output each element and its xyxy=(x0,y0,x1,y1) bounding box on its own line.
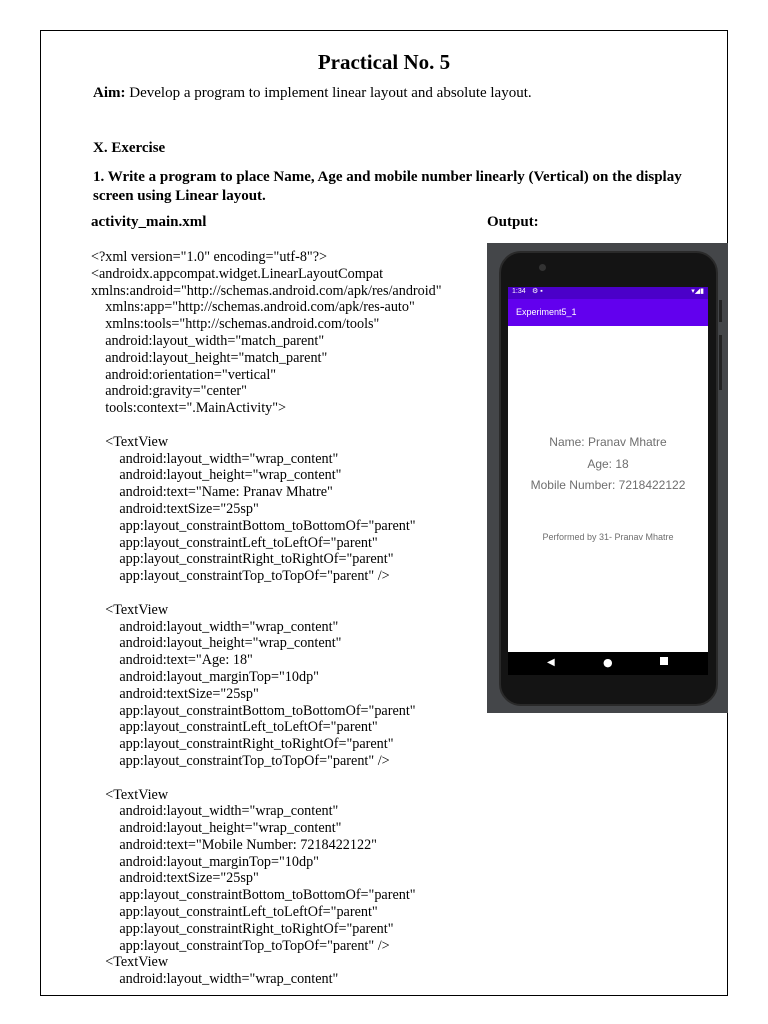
code-line: <TextView xyxy=(91,601,169,618)
code-line: <androidx.appcompat.widget.LinearLayoutCompat xyxy=(91,265,384,282)
code-line: android:orientation="vertical" xyxy=(91,366,277,383)
code-line: app:layout_constraintBottom_toBottomOf="parent" xyxy=(91,517,416,534)
code-line xyxy=(91,417,442,434)
code-line: app:layout_constraintRight_toRightOf="parent" xyxy=(91,736,394,753)
code-line: android:layout_width="wrap_content" xyxy=(91,971,339,988)
code-line: xmlns:tools="http://schemas.android.com/tools" xyxy=(91,316,380,333)
code-line: app:layout_constraintBottom_toBottomOf="parent" xyxy=(91,887,416,904)
status-time: 1:34 xyxy=(512,288,526,295)
code-line: android:layout_height="wrap_content" xyxy=(91,635,342,652)
power-button xyxy=(719,300,722,322)
code-line: <TextView xyxy=(91,786,169,803)
output-label: Output: xyxy=(487,214,539,230)
code-line: app:layout_constraintBottom_toBottomOf="parent" xyxy=(91,702,416,719)
app-bar xyxy=(508,299,708,326)
code-line: app:layout_constraintTop_toTopOf="parent" /> xyxy=(91,568,390,585)
settings-icon: ⚙ ▪ xyxy=(532,288,543,295)
code-line: app:layout_constraintRight_toRightOf="parent" xyxy=(91,551,394,568)
code-line: android:layout_marginTop="10dp" xyxy=(91,668,319,685)
code-line: android:layout_marginTop="10dp" xyxy=(91,853,319,870)
code-line: android:textSize="25sp" xyxy=(91,685,259,702)
app-title: Experiment5_1 xyxy=(516,307,577,317)
home-icon[interactable]: ● xyxy=(603,656,613,669)
wifi-battery-icon: ▾◢▮ xyxy=(691,288,704,295)
aim-line xyxy=(93,85,532,102)
page-title: Practical No. 5 xyxy=(317,50,451,74)
exercise-heading: X. Exercise xyxy=(93,140,166,156)
code-line: android:text="Age: 18" xyxy=(91,652,253,669)
code-line: tools:context=".MainActivity"> xyxy=(91,400,287,417)
code-line: android:layout_width="wrap_content" xyxy=(91,618,339,635)
code-line: android:layout_width="wrap_content" xyxy=(91,803,339,820)
code-line: android:gravity="center" xyxy=(91,383,247,400)
aim-label: Aim: xyxy=(93,85,126,101)
volume-button xyxy=(719,335,722,390)
code-line: android:textSize="25sp" xyxy=(91,870,259,887)
mobile-text: Mobile Number: 7218422122 xyxy=(530,478,686,492)
code-line: android:layout_height="wrap_content" xyxy=(91,820,342,837)
code-line: android:layout_width="wrap_content" xyxy=(91,450,339,467)
aim-text: Develop a program to implement linear layout and absolute layout. xyxy=(125,85,532,101)
code-line: android:layout_height="wrap_content" xyxy=(91,467,342,484)
code-line: app:layout_constraintTop_toTopOf="parent" /> xyxy=(91,752,390,769)
code-line: app:layout_constraintLeft_toLeftOf="parent" xyxy=(91,534,378,551)
nav-bar xyxy=(508,652,708,675)
back-icon[interactable]: ◀ xyxy=(547,657,555,668)
code-line: <TextView xyxy=(91,433,169,450)
phone-screen xyxy=(508,287,708,675)
code-line: xmlns:android="http://schemas.android.com/apk/res/android" xyxy=(91,282,442,299)
code-line: android:layout_width="match_parent" xyxy=(91,332,325,349)
code-file-label: activity_main.xml xyxy=(91,214,207,230)
code-line: android:text="Mobile Number: 7218422122" xyxy=(91,836,377,853)
code-line: <?xml version="1.0" encoding="utf-8"?> xyxy=(91,249,328,265)
question-text: 1. Write a program to place Name, Age and mobile number linearly (Vertical) on the display screen using Linear layout. xyxy=(93,169,682,204)
code-line: xmlns:app="http://schemas.android.com/apk/res-auto" xyxy=(91,299,415,316)
code-line: <TextView xyxy=(91,954,169,971)
status-bar xyxy=(508,287,708,299)
code-line: app:layout_constraintLeft_toLeftOf="parent" xyxy=(91,904,378,921)
code-line: app:layout_constraintTop_toTopOf="parent" /> xyxy=(91,937,390,954)
code-line: android:layout_height="match_parent" xyxy=(91,349,328,366)
age-text: Age: 18 xyxy=(587,457,629,471)
footer-text: Performed by 31- Pranav Mhatre xyxy=(542,532,674,542)
code-line: app:layout_constraintLeft_toLeftOf="parent" xyxy=(91,719,378,736)
code-line: android:text="Name: Pranav Mhatre" xyxy=(91,484,333,501)
code-line xyxy=(91,585,442,602)
recents-icon[interactable] xyxy=(660,657,668,665)
camera-icon xyxy=(539,264,546,271)
code-line xyxy=(91,770,442,787)
code-line: app:layout_constraintRight_toRightOf="parent" xyxy=(91,920,394,937)
code-line: android:textSize="25sp" xyxy=(91,500,259,517)
name-text: Name: Pranav Mhatre xyxy=(549,435,667,449)
code-listing xyxy=(91,249,442,988)
